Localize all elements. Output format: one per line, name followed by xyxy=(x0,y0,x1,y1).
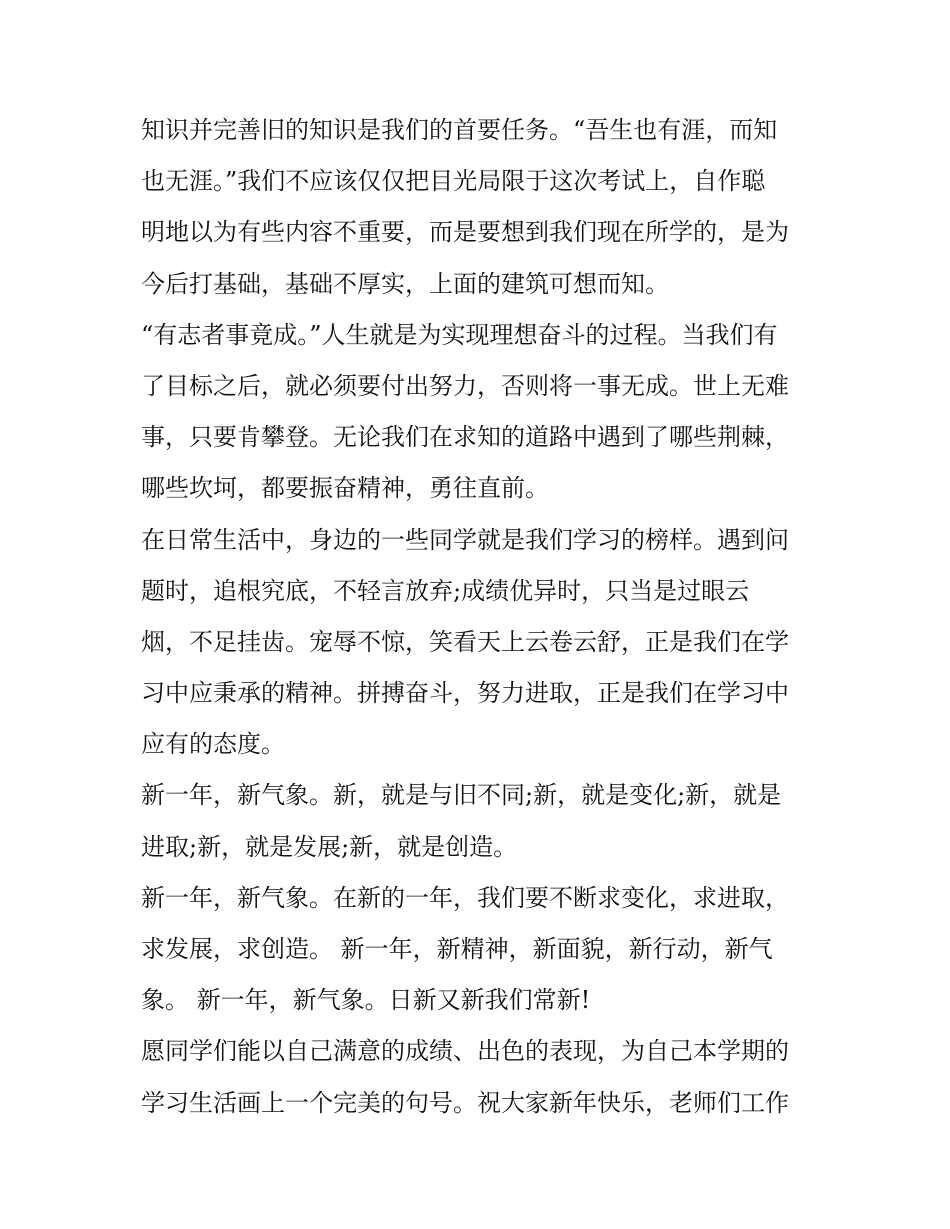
text-line: 也无涯。”我们不应该仅仅把目光局限于这次考试上，自作聪 xyxy=(141,167,766,196)
text-line: 哪些坎坷，都要振奋精神，勇往直前。 xyxy=(141,474,549,503)
paragraph-4 xyxy=(141,775,813,877)
paragraph-3 xyxy=(141,520,813,776)
text-line: 求发展，求创造。 新一年，新精神，新面貌，新行动，新气 xyxy=(141,935,773,963)
text-line: 今后打基础，基础不厚实，上面的建筑可想而知。 xyxy=(141,269,669,298)
text-line: “有志者事竟成。”人生就是为实现理想奋斗的过程。当我们有 xyxy=(141,320,778,349)
text-line: 象。 新一年，新气象。日新又新我们常新! xyxy=(141,986,591,1015)
text-line: 烟，不足挂齿。宠辱不惊，笑看天上云卷云舒，正是我们在学 xyxy=(141,627,789,656)
text-line: 事，只要肯攀登。无论我们在求知的道路中遇到了哪些荆棘， xyxy=(141,423,789,452)
document-body xyxy=(141,110,813,1134)
text-line: 了目标之后，就必须要付出努力，否则将一事无成。世上无难 xyxy=(141,371,789,400)
text-line: 习中应秉承的精神。拼搏奋斗，努力进取，正是我们在学习中 xyxy=(141,679,789,708)
text-line: 学习生活画上一个完美的句号。祝大家新年快乐，老师们工作 xyxy=(141,1088,789,1117)
text-line: 明地以为有些内容不重要，而是要想到我们现在所学的，是为 xyxy=(141,218,789,247)
text-line: 在日常生活中，身边的一些同学就是我们学习的榜样。遇到问 xyxy=(141,525,789,554)
paragraph-2 xyxy=(141,315,813,520)
text-line: 题时，追根究底，不轻言放弃;成绩优异时，只当是过眼云 xyxy=(141,576,750,605)
text-line: 知识并完善旧的知识是我们的首要任务。“吾生也有涯，而知 xyxy=(141,116,778,144)
text-line: 新一年，新气象。新，就是与旧不同;新，就是变化;新，就是 xyxy=(141,781,782,810)
paragraph-5 xyxy=(141,878,813,1032)
paragraph-6 xyxy=(141,1031,813,1133)
paragraph-1 xyxy=(141,110,813,315)
text-line: 进取;新，就是发展;新，就是创造。 xyxy=(141,832,518,861)
text-line: 愿同学们能以自己满意的成绩、出色的表现，为自己本学期的 xyxy=(141,1037,789,1066)
text-line: 应有的态度。 xyxy=(141,730,285,759)
text-line: 新一年，新气象。在新的一年，我们要不断求变化，求进取， xyxy=(141,883,789,912)
